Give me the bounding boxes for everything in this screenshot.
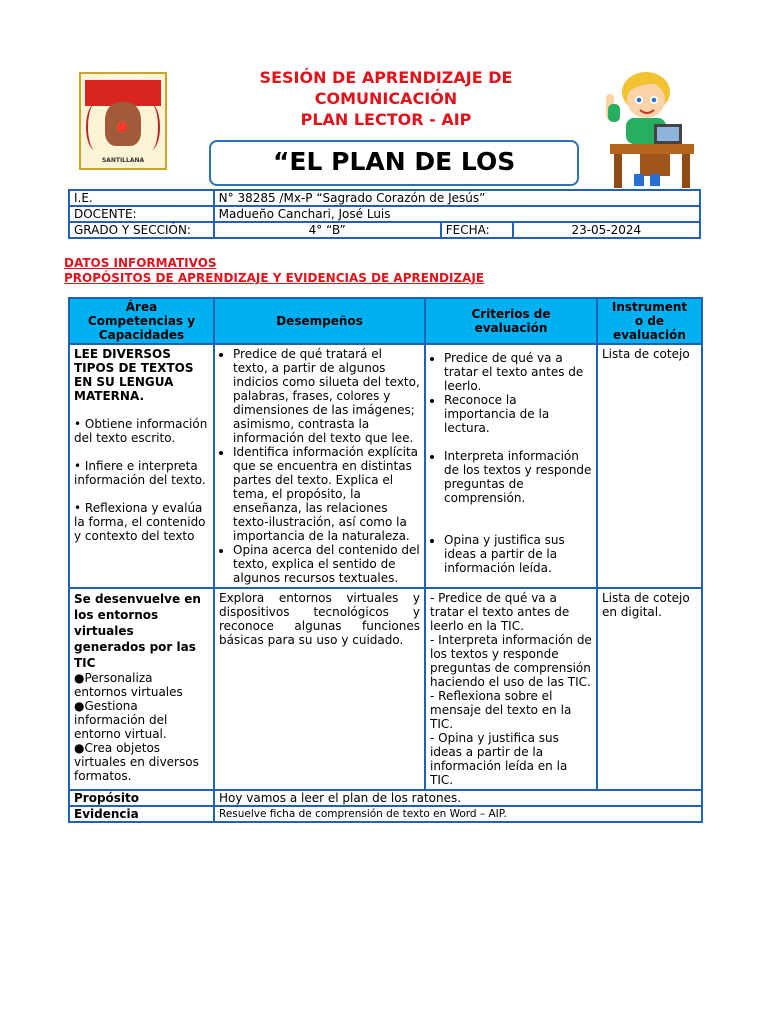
docente-value: Madueño Canchari, José Luis [214, 206, 700, 222]
competencia-title: Se desenvuelve en los entornos virtuales generados por las TIC [74, 592, 201, 670]
criterio-item: • Reconoce la importancia de la lectura. [444, 393, 592, 435]
table-row-proposito [69, 790, 702, 806]
criterio-item: - Reflexiona sobre el mensaje del texto en la TIC. [430, 689, 572, 731]
logo-text: SANTILLANA [101, 157, 145, 164]
competencia-cell [69, 588, 214, 790]
heart-icon [117, 122, 127, 132]
capacidad-item: • Infiere e interpreta información del texto. [74, 459, 206, 487]
session-header [200, 67, 572, 130]
criterio-item: - Predice de qué va a tratar el texto antes de leerlo en la TIC. [430, 591, 570, 633]
capacidad-item: • Reflexiona y evalúa la forma, el contenido y contexto del texto [74, 501, 206, 543]
session-title: “EL PLAN DE LOS [273, 147, 516, 176]
capacidad-item: ●Crea objetos virtuales en diversos formatos. [74, 741, 199, 783]
grado-label: GRADO Y SECCIÓN: [69, 222, 214, 238]
criterio-item: • Predice de qué va a tratar el texto antes de leerlo. [444, 351, 592, 393]
criterio-item: • Opina y justifica sus ideas a partir de la información leída. [444, 533, 592, 575]
school-logo [79, 72, 167, 170]
desempeno-item: • Opina acerca del contenido del texto, explica el sentido de algunos recursos textuales. [233, 543, 420, 585]
header-instrumento: Instrument o de evaluación [597, 298, 702, 344]
instrumento-cell: Lista de cotejo [597, 344, 702, 588]
competencia-cell [69, 344, 214, 588]
info-row-ie [69, 190, 700, 206]
fecha-label: FECHA: [441, 222, 513, 238]
logo-arc-left [86, 104, 104, 150]
evidencia-value: Resuelve ficha de comprensión de texto en Word – AIP. [214, 806, 702, 822]
header-desempenos: Desempeños [214, 298, 425, 344]
criterios-cell [425, 588, 597, 790]
logo-arc-right [142, 104, 160, 150]
student-at-desk-illustration [604, 66, 698, 190]
info-row-docente [69, 206, 700, 222]
section-datos: DATOS INFORMATIVOS [64, 256, 217, 270]
instrumento-cell: Lista de cotejo en digital. [597, 588, 702, 790]
header-line-3: PLAN LECTOR - AIP [300, 110, 472, 129]
table-row-evidencia [69, 806, 702, 822]
desempeno-item: • Identifica información explícita que se encuentra en distintas partes del texto. Explica el tema, el propósito, la enseñanza, las relaciones texto-ilustración, así como la importancia de la naturaleza. [233, 445, 420, 543]
criterio-item: - Interpreta información de los textos y responde preguntas de comprensión haciendo el uso de las TIC. [430, 633, 592, 689]
learning-table [68, 297, 703, 823]
ie-label: I.E. [69, 190, 214, 206]
ie-value: N° 38285 /Mx-P “Sagrado Corazón de Jesús” [214, 190, 700, 206]
header-criterios: Criterios de evaluación [425, 298, 597, 344]
competencia-title: LEE DIVERSOS TIPOS DE TEXTOS EN SU LENGUA MATERNA. [74, 347, 194, 403]
header-line-1: SESIÓN DE APRENDIZAJE DE [259, 68, 513, 87]
proposito-value: Hoy vamos a leer el plan de los ratones. [214, 790, 702, 806]
criterio-item: - Opina y justifica sus ideas a partir de la información leída en la TIC. [430, 731, 568, 787]
criterios-cell [425, 344, 597, 588]
docente-label: DOCENTE: [69, 206, 214, 222]
criterio-item: • Interpreta información de los textos y responde preguntas de comprensión. [444, 449, 592, 505]
table-row [69, 588, 702, 790]
grado-value: 4° “B” [214, 222, 441, 238]
session-title-box [209, 140, 579, 186]
header-area: Área Competencias y Capacidades [69, 298, 214, 344]
info-row-grado [69, 222, 700, 238]
capacidad-item: ●Personaliza entornos virtuales [74, 671, 183, 699]
header-line-2: COMUNICACIÓN [314, 89, 458, 108]
evidencia-label: Evidencia [69, 806, 214, 822]
desempeno-item: • Predice de qué tratará el texto, a partir de algunos indicios como silueta del texto, palabras, frases, colores y dimensiones de las imágenes; asimismo, contrasta la información del texto que lee. [233, 347, 420, 445]
table-row [69, 344, 702, 588]
info-table [68, 189, 701, 239]
capacidad-item: • Obtiene información del texto escrito. [74, 417, 208, 445]
fecha-value: 23-05-2024 [513, 222, 700, 238]
desempenos-cell [214, 344, 425, 588]
table-header-row [69, 298, 702, 344]
proposito-label: Propósito [69, 790, 214, 806]
section-propositos: PROPÓSITOS DE APRENDIZAJE Y EVIDENCIAS DE APRENDIZAJE [64, 271, 485, 285]
section-headings [64, 256, 484, 286]
desempeno-cell: Explora entornos virtuales y dispositivos tecnológicos y reconoce algunas funciones básicas para su uso y cuidado. [214, 588, 425, 790]
capacidad-item: ●Gestiona información del entorno virtual. [74, 699, 168, 741]
logo-top-text: GRANJERO PERUANO [102, 74, 144, 79]
